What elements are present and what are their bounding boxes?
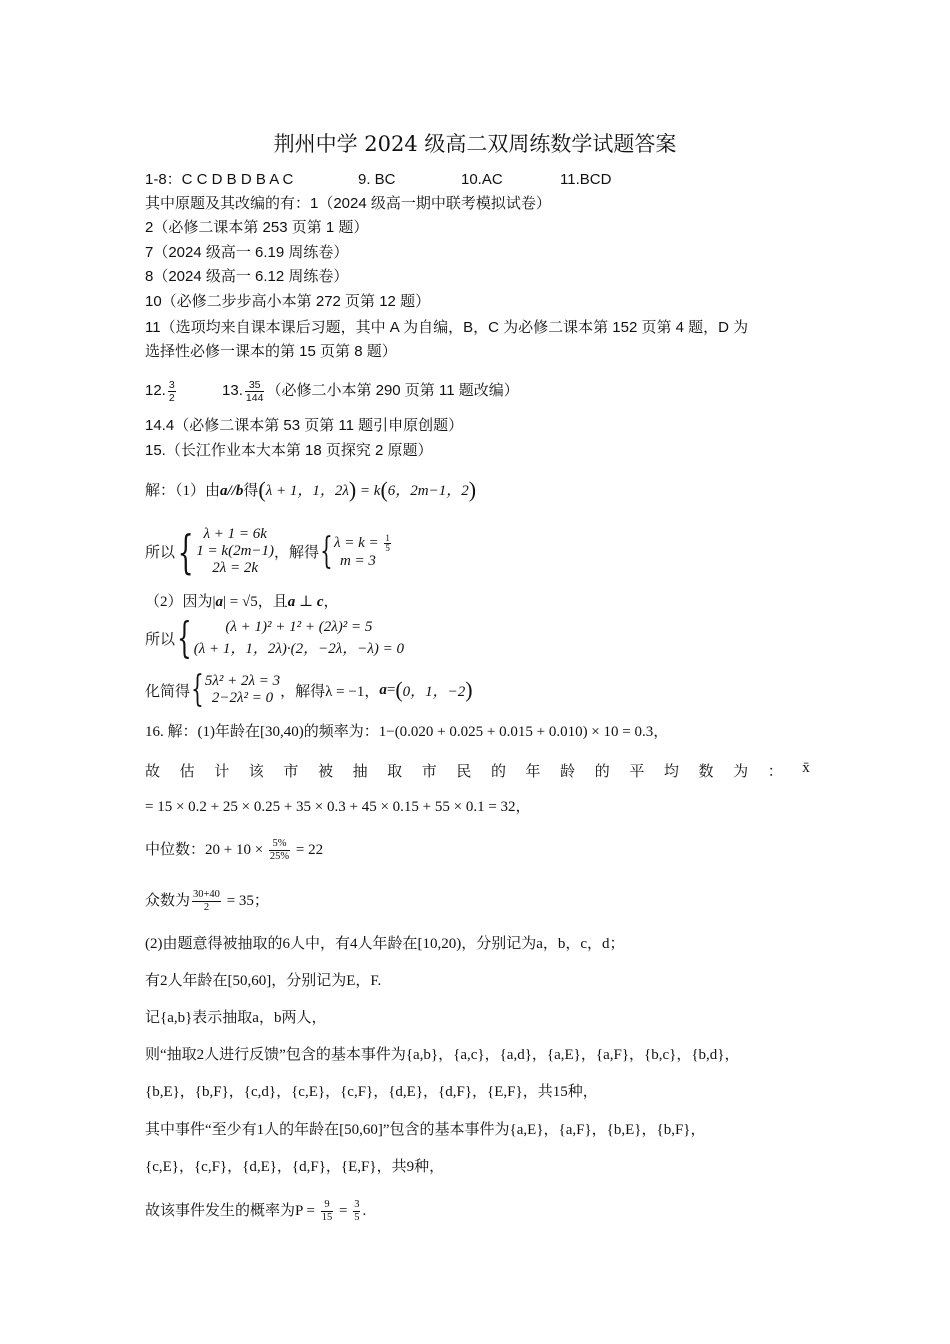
text: = 35；	[222, 893, 269, 909]
numerator: 1	[385, 532, 390, 543]
equation-rows	[205, 673, 280, 707]
char: 被	[317, 764, 333, 780]
q12-numerator: 3	[168, 378, 175, 391]
char: 龄	[560, 764, 576, 780]
char: ：	[767, 764, 783, 780]
solution-16-line: {b,E}，{b,F}，{c,d}，{c,E}，{c,F}，{d,E}，{d,F}，{E,F}，共15种，	[145, 1084, 598, 1100]
solution-16-line: = 15 × 0.2 + 25 × 0.25 + 35 × 0.3 + 45 × 0.15 + 55 × 0.1 = 32，	[145, 799, 531, 815]
left-brace: {	[177, 524, 194, 579]
equation-row	[334, 534, 393, 553]
denominator: 5	[354, 1212, 360, 1224]
vector-6: 6，2m−1，2	[387, 483, 469, 499]
text: （2）因为|	[145, 594, 216, 610]
solution-15-part1: 解：（1）由a//b得(λ + 1，1，2λ) = k(6，2m−1，2)	[145, 477, 477, 502]
solution-15-system2	[145, 613, 404, 662]
numerator: 5%	[269, 838, 290, 851]
source-line: 选择性必修一课本的第 15 页第 8 题）	[145, 343, 397, 360]
equation-row: 2−2λ² = 0	[211, 690, 274, 706]
char: 取	[387, 764, 403, 780]
solution-16-probability	[145, 1196, 366, 1226]
vector-b: b	[235, 483, 244, 499]
text: 中位数：20 + 10 ×	[145, 842, 267, 858]
answer-12-13	[145, 376, 519, 406]
text: =	[335, 1203, 352, 1219]
vector-lambda: λ + 1，1，2λ	[265, 483, 349, 499]
equation-row: λ + 1 = 6k	[203, 526, 267, 542]
text: 故该事件发生的概率为P =	[145, 1203, 319, 1219]
parallel-symbol: //	[227, 483, 236, 499]
q13-denominator: 144	[245, 391, 264, 404]
perp-symbol: ⊥	[295, 594, 317, 610]
char: 计	[214, 764, 230, 780]
numerator: 30+40	[193, 889, 220, 901]
solution-15-system1	[145, 526, 393, 577]
vector-a: a	[215, 594, 224, 610]
equation-rows	[334, 534, 393, 570]
char: 抽	[352, 764, 368, 780]
text: =	[386, 681, 396, 698]
char: 的	[594, 764, 610, 780]
vector-result: 0，1，−2	[402, 683, 466, 700]
equation-rows	[196, 526, 274, 577]
char: 均	[663, 764, 679, 780]
vector-c: c	[316, 594, 324, 610]
equation-row: (λ + 1)² + 1² + (2λ)² = 5	[225, 619, 373, 635]
fraction	[269, 838, 290, 863]
left-brace: {	[177, 613, 192, 662]
char: 为	[733, 764, 749, 780]
text: 解：（1）由	[145, 483, 221, 499]
char: 的	[490, 764, 506, 780]
char: 该	[248, 764, 264, 780]
vector-a: a	[379, 681, 387, 698]
answer-15: 15.（长江作业本大本第 18 页探究 2 原题）	[145, 442, 433, 459]
solution-16-line: 其中事件“至少有1人的年龄在[50,60]”包含的基本事件为{a,E}，{a,F}，{b,E}，{b,F}，	[145, 1122, 706, 1138]
fraction	[192, 889, 221, 914]
equals-k: = k	[356, 483, 381, 499]
denominator: 2	[203, 902, 210, 914]
left-brace: {	[320, 530, 333, 572]
char: 民	[456, 764, 472, 780]
text: ，解得	[274, 545, 320, 561]
equation-row: m = 3	[339, 552, 376, 569]
numerator: 9	[321, 1199, 334, 1212]
answer-10: 10.AC	[461, 171, 503, 188]
q12-prefix: 12.	[145, 382, 166, 399]
solution-16-line: 则“抽取2人进行反馈”包含的基本事件为{a,b}，{a,c}，{a,d}，{a,E}，{a,F}，{b,c}，{b,d}，	[145, 1047, 740, 1063]
solution-16-line: {c,E}，{c,F}，{d,E}，{d,F}，{E,F}，共9种，	[145, 1159, 445, 1175]
char: 市	[283, 764, 299, 780]
q12-fraction	[168, 379, 176, 404]
q12-denominator: 2	[168, 391, 175, 404]
q13-numerator: 35	[245, 379, 265, 392]
answer-1-8: 1-8：C C D B D B A C	[145, 171, 294, 188]
equation-row: (λ + 1，1，2λ)·(2，−2λ，−λ) = 0	[193, 641, 404, 657]
solution-16-mode	[145, 886, 269, 916]
text: = 22	[292, 842, 324, 858]
solution-16-spread-line	[145, 760, 810, 781]
answer-9: 9. BC	[358, 171, 396, 188]
q13-fraction	[245, 379, 265, 404]
denominator: 15	[321, 1212, 333, 1224]
text: 化简得	[145, 683, 191, 700]
text: | = √5，且	[223, 594, 288, 610]
solution-15-system3: 化简得 { 5λ² + 2λ = 3 2−2λ² = 0 ，解得λ = −1， a = ( 0，1，−2 )	[145, 669, 473, 710]
equation-row: 2λ = 2k	[212, 560, 259, 576]
source-line: 7（2024 级高一 6.19 周练卷）	[145, 244, 349, 261]
fraction	[353, 1199, 360, 1224]
solution-16-line: 有2人年龄在[50,60]，分别记为E，F.	[145, 973, 382, 989]
left-brace: {	[191, 669, 204, 710]
equation-row: 5λ² + 2λ = 3	[204, 673, 281, 689]
text: 众数为	[145, 893, 191, 909]
text: ，	[323, 594, 339, 610]
fraction	[384, 534, 391, 553]
text: 所以	[145, 545, 176, 561]
solution-16-line: 16. 解：(1)年龄在[30,40)的频率为：1−(0.020 + 0.025 + 0.015 + 0.010) × 10 = 0.3，	[145, 724, 669, 740]
char: 估	[179, 764, 195, 780]
vector-a: a	[287, 594, 296, 610]
q13-prefix: 13.	[222, 382, 243, 399]
char: 平	[629, 764, 645, 780]
solution-16-line: 记{a,b}表示抽取a，b两人，	[145, 1010, 327, 1026]
equation-row: 1 = k(2m−1)	[196, 543, 275, 559]
text: 得	[243, 483, 259, 499]
denominator: 25%	[269, 851, 290, 863]
text: λ = k =	[333, 534, 383, 551]
source-line: 其中原题及其改编的有：1（2024 级高一期中联考模拟试卷）	[145, 195, 551, 212]
numerator: 3	[354, 1199, 360, 1211]
denominator: 5	[385, 542, 390, 553]
source-line: 2（必修二课本第 253 页第 1 题）	[145, 219, 369, 236]
vector-a: a	[220, 483, 228, 499]
text: ，解得λ = −1，	[280, 683, 380, 700]
q13-note: （必修二小本第 290 页第 11 题改编）	[266, 382, 519, 399]
char: 市	[421, 764, 437, 780]
char: 数	[698, 764, 714, 780]
solution-15-part2	[145, 592, 339, 612]
char: 故	[145, 764, 161, 780]
equation-rows	[194, 616, 404, 660]
source-line: 8（2024 级高一 6.12 周练卷）	[145, 268, 349, 285]
text: 所以	[145, 631, 176, 648]
solution-16-median	[145, 836, 323, 864]
char: 年	[525, 764, 541, 780]
mean-symbol: x̄	[802, 760, 810, 776]
page-title: 荆州中学 2024 级高二双周练数学试题答案	[273, 132, 677, 156]
source-line: 10（必修二步步高小本第 272 页第 12 题）	[145, 293, 431, 310]
fraction	[321, 1199, 334, 1224]
source-line: 11（选项均来自课本课后习题，其中 A 为自编，B，C 为必修二课本第 152 页第 4 题，D 为	[145, 319, 749, 336]
answer-14: 14.4（必修二课本第 53 页第 11 题引申原创题）	[145, 417, 464, 434]
answer-11: 11.BCD	[560, 171, 612, 188]
text: .	[362, 1203, 367, 1219]
solution-16-line: (2)由题意得被抽取的6人中，有4人年龄在[10,20)，分别记为a，b，c，d；	[145, 936, 625, 952]
